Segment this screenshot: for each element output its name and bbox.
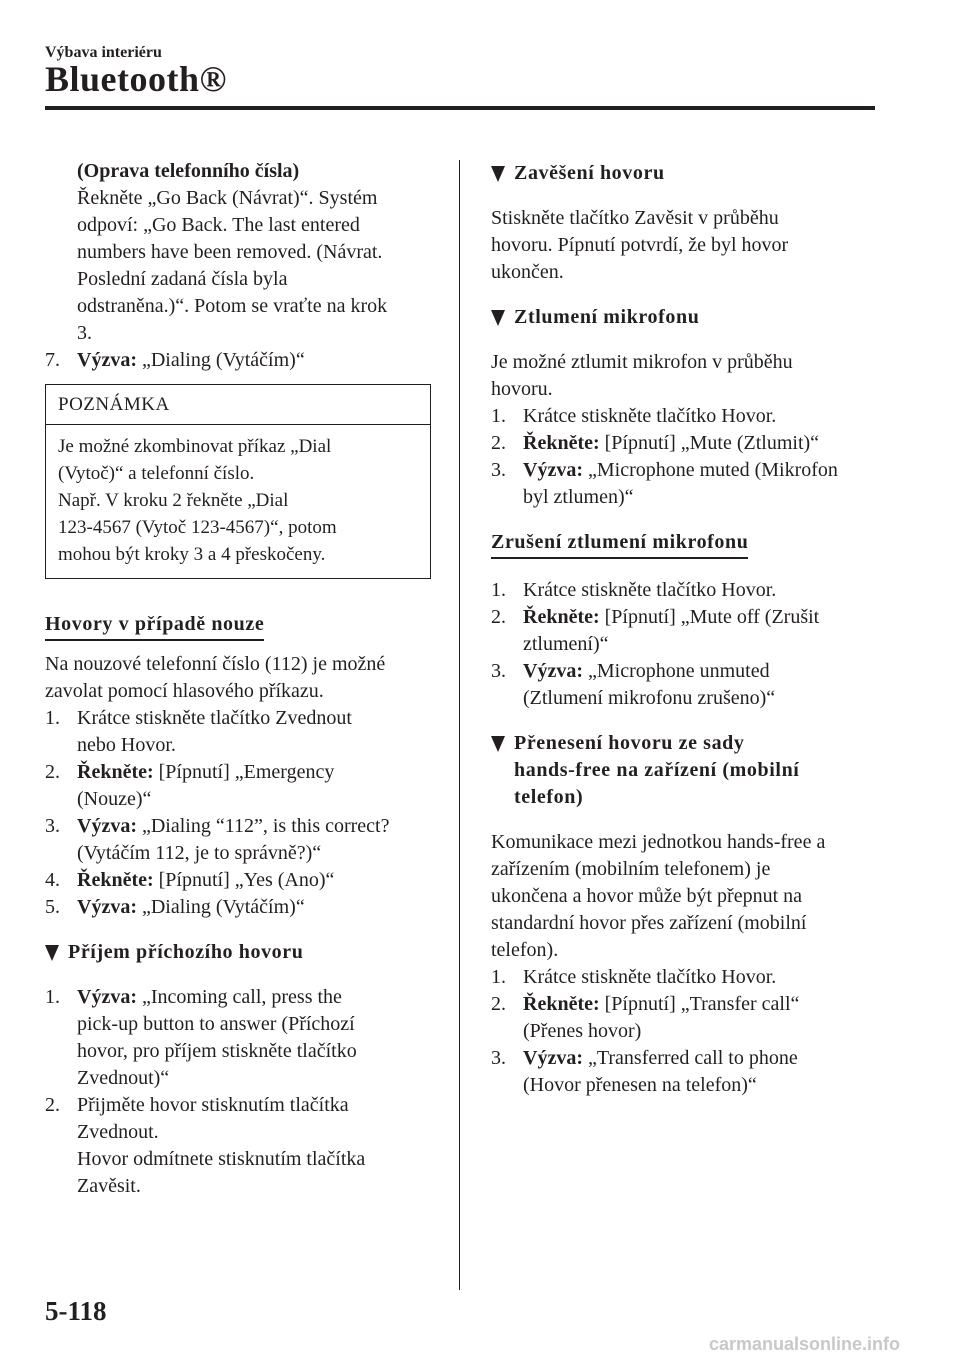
step-continuation: (Vytáčím 112, je to správně?)“ xyxy=(77,842,322,864)
step-number: 2. xyxy=(491,993,506,1015)
note-title: POZNÁMKA xyxy=(46,385,430,425)
triangle-bullet-icon xyxy=(491,166,505,182)
paragraph-line: hovoru. xyxy=(491,378,553,400)
step-item xyxy=(491,430,881,457)
right-column xyxy=(491,160,881,1099)
step-label: Výzva: xyxy=(523,459,583,481)
heading-text: Ztlumení mikrofonu xyxy=(514,306,700,328)
step-continuation: (Hovor přenesen na telefon)“ xyxy=(523,1074,757,1096)
step-label: Výzva: xyxy=(523,1047,583,1069)
step-label: Výzva: xyxy=(77,986,137,1008)
step-number: 2. xyxy=(45,1094,60,1116)
step-text: „Dialing (Vytáčím)“ xyxy=(141,349,305,371)
step-text: Krátce stiskněte tlačítko Hovor. xyxy=(523,405,777,427)
step-continuation: (Nouze)“ xyxy=(77,788,152,810)
step-continuation: nebo Hovor. xyxy=(77,734,176,756)
step-item xyxy=(491,991,881,1018)
triangle-bullet-icon xyxy=(491,310,505,326)
step-item xyxy=(45,984,445,1011)
note-line: Je možné zkombinovat příkaz „Dial xyxy=(58,436,332,457)
page-title: Bluetooth® xyxy=(45,59,227,99)
step-number: 3. xyxy=(491,660,506,682)
paragraph-line: zařízením (mobilním telefonem) je xyxy=(491,858,771,880)
paragraph-line: odstraněna.)“. Potom se vraťte na krok xyxy=(77,295,388,317)
step-text: „Microphone unmuted xyxy=(587,660,770,682)
note-line: (Vytoč)“ a telefonní číslo. xyxy=(58,463,255,484)
paragraph-line: ukončen. xyxy=(491,261,564,283)
note-line: mohou být kroky 3 a 4 přeskočeny. xyxy=(58,544,326,565)
step-number: 1. xyxy=(45,707,60,729)
section-heading-incoming xyxy=(45,939,445,966)
header-section-label: Výbava interiéru xyxy=(45,44,162,61)
step-continuation: hovor, pro příjem stiskněte tlačítko xyxy=(77,1040,357,1062)
step-number: 4. xyxy=(45,869,60,891)
step-label: Výzva: xyxy=(523,660,583,682)
step-continuation: ztlumení)“ xyxy=(523,633,609,655)
paragraph-line: telefon). xyxy=(491,939,559,961)
paragraph-line: zavolat pomocí hlasového příkazu. xyxy=(45,680,324,702)
note-line: 123-4567 (Vytoč 123-4567)“, potom xyxy=(58,517,337,538)
step-number: 1. xyxy=(491,405,506,427)
step-label: Řekněte: xyxy=(523,432,600,454)
step-label: Řekněte: xyxy=(523,606,600,628)
step-number: 1. xyxy=(45,986,60,1008)
step-text: Krátce stiskněte tlačítko Hovor. xyxy=(523,579,777,601)
step-continuation: Zavěsit. xyxy=(77,1175,141,1197)
column-divider xyxy=(459,160,460,1290)
section-heading-unmute: Zrušení ztlumení mikrofonu xyxy=(491,529,748,559)
paragraph-line: hovoru. Pípnutí potvrdí, že byl hovor xyxy=(491,234,789,256)
note-box xyxy=(45,384,431,579)
step-text: [Pípnutí] „Yes (Ano)“ xyxy=(158,869,335,891)
watermark-text: carmanualsonline.info xyxy=(708,1334,900,1354)
step-text: „Transferred call to phone xyxy=(587,1047,798,1069)
step-text: „Dialing (Vytáčím)“ xyxy=(141,896,305,918)
step-text: „Microphone muted (Mikrofon xyxy=(587,459,838,481)
step-continuation: Hovor odmítnete stisknutím tlačítka xyxy=(77,1148,366,1170)
step-item xyxy=(491,457,881,484)
step-number: 5. xyxy=(45,896,60,918)
step-text: [Pípnutí] „Transfer call“ xyxy=(604,993,800,1015)
step-item xyxy=(491,577,881,604)
step-item xyxy=(491,658,881,685)
heading-text: Zavěšení hovoru xyxy=(514,162,665,184)
step-continuation: Zvednout. xyxy=(77,1121,159,1143)
step-label: Řekněte: xyxy=(77,761,154,783)
step-item xyxy=(45,705,445,732)
step-text: [Pípnutí] „Mute (Ztlumit)“ xyxy=(604,432,820,454)
step-number: 7. xyxy=(45,349,60,371)
triangle-bullet-icon xyxy=(491,736,505,752)
step-continuation: pick-up button to answer (Příchozí xyxy=(77,1013,355,1035)
step-number: 1. xyxy=(491,579,506,601)
step-label: Výzva: xyxy=(77,349,137,371)
heading-text: Příjem příchozího hovoru xyxy=(68,941,304,963)
step-item xyxy=(491,604,881,631)
step-number: 2. xyxy=(45,761,60,783)
step-text: Přijměte hovor stisknutím tlačítka xyxy=(77,1094,349,1116)
section-heading-mute xyxy=(491,304,881,331)
step-continuation: byl ztlumen)“ xyxy=(523,486,634,508)
heading-text: hands-free na zařízení (mobilní xyxy=(514,759,800,781)
step-number: 1. xyxy=(491,966,506,988)
paragraph-line: Na nouzové telefonní číslo (112) je možné xyxy=(45,653,386,675)
section-heading-transfer xyxy=(491,730,881,811)
step-item xyxy=(491,1045,881,1072)
step-number: 3. xyxy=(45,815,60,837)
paragraph-line: (Oprava telefonního čísla) xyxy=(77,160,300,182)
step-item xyxy=(45,1092,445,1119)
step-label: Řekněte: xyxy=(77,869,154,891)
step-item xyxy=(45,759,445,786)
step-number: 2. xyxy=(491,606,506,628)
note-body xyxy=(46,425,430,578)
step-item xyxy=(491,964,881,991)
paragraph-line: Komunikace mezi jednotkou hands-free a xyxy=(491,831,826,853)
step-label: Výzva: xyxy=(77,815,137,837)
step-item xyxy=(491,403,881,430)
header-rule xyxy=(45,106,875,110)
heading-text: telefon) xyxy=(514,786,584,808)
step-text: Krátce stiskněte tlačítko Hovor. xyxy=(523,966,777,988)
step-continuation: (Přenes hovor) xyxy=(523,1020,642,1042)
paragraph-line: odpoví: „Go Back. The last entered xyxy=(77,214,360,236)
triangle-bullet-icon xyxy=(45,945,59,961)
step-text: „Incoming call, press the xyxy=(141,986,342,1008)
section-heading-emergency: Hovory v případě nouze xyxy=(45,611,264,641)
paragraph-line: numbers have been removed. (Návrat. xyxy=(77,241,383,263)
paragraph-line: standardní hovor přes zařízení (mobilní xyxy=(491,912,807,934)
paragraph-line: Je možné ztlumit mikrofon v průběhu xyxy=(491,351,793,373)
paragraph-line: Řekněte „Go Back (Návrat)“. Systém xyxy=(77,187,378,209)
step-continuation: (Ztlumení mikrofonu zrušeno)“ xyxy=(523,687,776,709)
paragraph-line: Stiskněte tlačítko Zavěsit v průběhu xyxy=(491,207,779,229)
step-text: Krátce stiskněte tlačítko Zvednout xyxy=(77,707,352,729)
paragraph-line: Poslední zadaná čísla byla xyxy=(77,268,288,290)
step-item xyxy=(45,347,445,374)
heading-text: Přenesení hovoru ze sady xyxy=(514,732,745,754)
step-text: [Pípnutí] „Mute off (Zrušit xyxy=(604,606,820,628)
page-number: 5-118 xyxy=(45,1296,107,1326)
step-item xyxy=(45,894,445,921)
step-number: 2. xyxy=(491,432,506,454)
step-text: „Dialing “112”, is this correct? xyxy=(141,815,390,837)
step-label: Řekněte: xyxy=(523,993,600,1015)
step-item xyxy=(45,813,445,840)
step-text: [Pípnutí] „Emergency xyxy=(158,761,335,783)
paragraph-line: 3. xyxy=(77,322,92,344)
step-number: 3. xyxy=(491,459,506,481)
section-heading-hangup xyxy=(491,160,881,187)
left-column xyxy=(45,158,445,1200)
paragraph-line: ukončena a hovor může být přepnut na xyxy=(491,885,803,907)
step-continuation: Zvednout)“ xyxy=(77,1067,170,1089)
step-label: Výzva: xyxy=(77,896,137,918)
note-line: Např. V kroku 2 řekněte „Dial xyxy=(58,490,289,511)
step-number: 3. xyxy=(491,1047,506,1069)
step-item xyxy=(45,867,445,894)
